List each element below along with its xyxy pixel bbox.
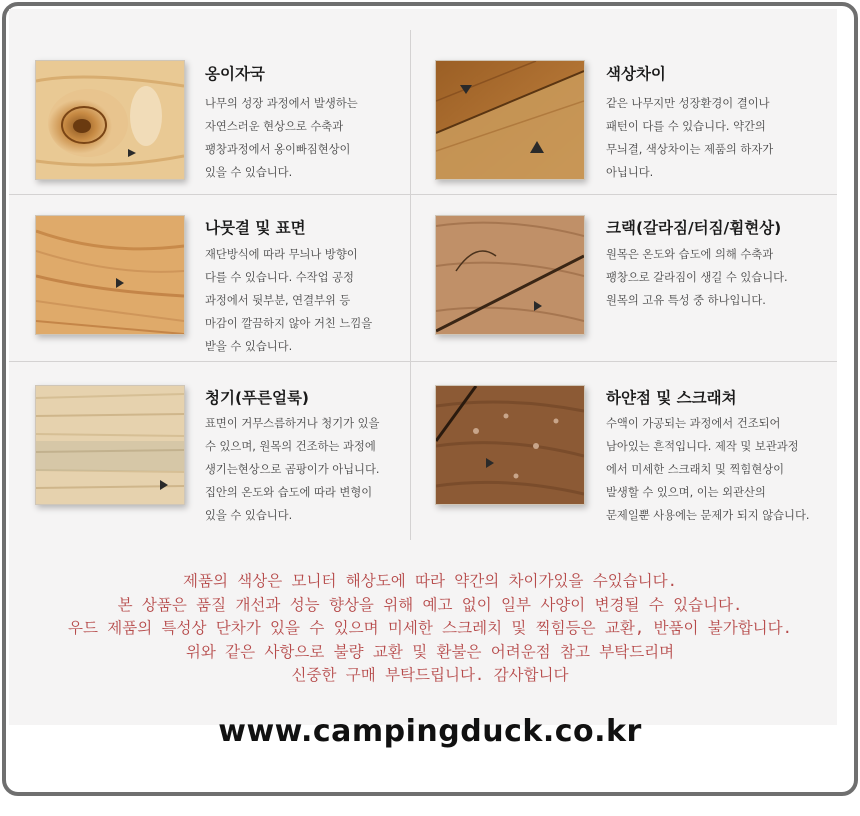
item-description: 나무의 성장 과정에서 발생하는 자연스러운 현상으로 수축과 팽창과정에서 옹이빠짐현상이 있을 수 있습니다. (205, 97, 358, 179)
item-description: 원목은 온도와 습도에 의해 수축과 팽창으로 갈라짐이 생길 수 있습니다. 원목의 고유 특성 중 하나입니다. (606, 248, 788, 307)
row-divider (9, 361, 837, 362)
row-divider (9, 194, 837, 195)
item-description: 수액이 가공되는 과정에서 건조되어 남아있는 흔적입니다. 제작 및 보관과정 에서 미세한 스크래치 및 찍힘현상이 발생할 수 있으며, 이는 외관산의 문제일뿐 사용에는 문제가 되지 않습니다. (606, 417, 810, 522)
notice-line: 신중한 구매 부탁드립니다. 감사합니다 (291, 666, 569, 684)
item-description: 표면이 거무스름하거나 청기가 있을 수 있으며, 원목의 건조하는 과정에 생기는현상으로 곰팡이가 아닙니다. 집안의 온도와 습도에 따라 변형이 있을 수 있습니다. (205, 417, 380, 522)
item-title: 하얀점 및 스크래쳐 (606, 389, 737, 407)
website-url: www.campingduck.co.kr (218, 714, 642, 749)
blue-stain-wood-swatch (35, 385, 185, 505)
notice-line: 우드 제품의 특성상 단차가 있을 수 있으며 미세한 스크레치 및 찍힘등은 교환, 반품이 불가합니다. (68, 619, 792, 637)
notice-block (0, 570, 860, 688)
item-title: 색상차이 (606, 65, 666, 83)
grain-wood-swatch (35, 215, 185, 335)
item-description: 같은 나무지만 성장환경이 결이나 패턴이 다를 수 있습니다. 약간의 무늬결, 색상차이는 제품의 하자가 아닙니다. (606, 97, 774, 179)
knot-wood-swatch (35, 60, 185, 180)
notice-line: 위와 같은 사항으로 불량 교환 및 환불은 어려운점 참고 부탁드리며 (185, 642, 675, 661)
column-divider (410, 30, 411, 540)
item-title: 나뭇결 및 표면 (205, 219, 306, 237)
notice-line: 제품의 색상은 모니터 해상도에 따라 약간의 차이가있을 수있습니다. (183, 572, 677, 590)
color-diff-wood-swatch (435, 60, 585, 180)
item-title: 크랙(갈라짐/터짐/휨현상) (606, 219, 782, 237)
white-spot-wood-swatch (435, 385, 585, 505)
item-title: 옹이자국 (205, 65, 265, 83)
item-title: 청기(푸른얼룩) (205, 389, 310, 407)
crack-wood-swatch (435, 215, 585, 335)
notice-line: 본 상품은 품질 개선과 성능 향상을 위해 예고 없이 일부 사양이 변경될 수 있습니다. (117, 595, 743, 614)
item-description: 재단방식에 따라 무늬나 방향이 다를 수 있습니다. 수작업 공정 과정에서 뒷부분, 연결부위 등 마감이 깔끔하지 않아 거친 느낌을 받을 수 있습니다. (205, 248, 373, 353)
